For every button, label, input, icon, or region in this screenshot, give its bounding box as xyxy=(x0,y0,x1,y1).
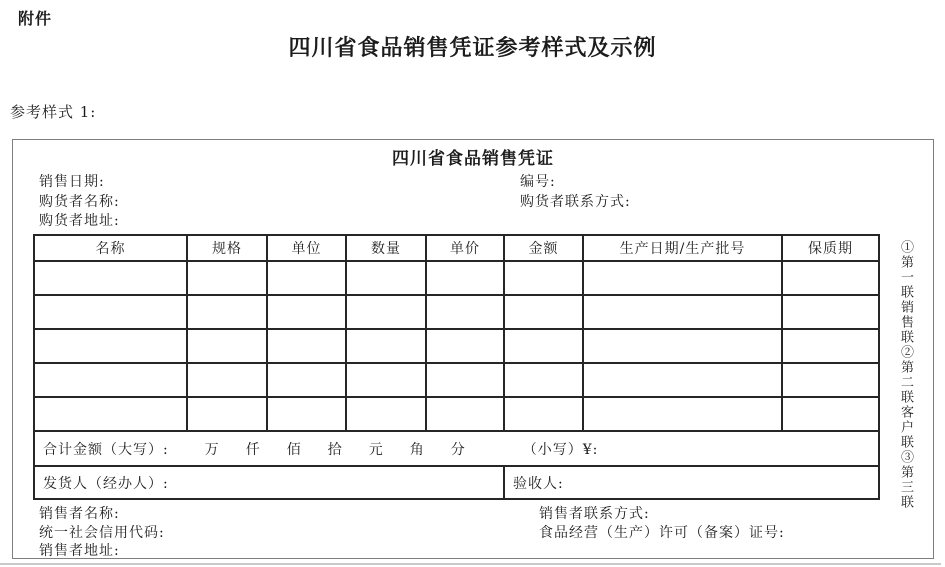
table-cell-empty xyxy=(346,261,426,295)
buyer-address-label: 购货者地址: xyxy=(39,213,120,229)
amount-unit-yuan: 元 xyxy=(368,441,384,458)
table-cell-empty xyxy=(426,397,504,431)
buyer-info-block xyxy=(39,173,120,232)
amount-units xyxy=(205,439,466,459)
buyer-name-label: 购货者名称: xyxy=(39,193,120,210)
table-cell-empty xyxy=(346,295,426,329)
total-amount-small-label: （小写）¥: xyxy=(522,441,599,458)
amount-unit-jiao: 角 xyxy=(409,441,425,458)
amount-unit-wan: 万 xyxy=(204,441,220,458)
table-cell-empty xyxy=(267,363,346,397)
table-cell-empty xyxy=(504,363,583,397)
table-cell-empty xyxy=(504,295,583,329)
items-table xyxy=(33,234,880,500)
table-row xyxy=(34,397,879,431)
col-unit-price: 单价 xyxy=(426,235,504,261)
table-cell-empty xyxy=(782,397,879,431)
table-cell-empty xyxy=(426,261,504,295)
table-cell-empty xyxy=(583,397,782,431)
table-cell-empty xyxy=(504,329,583,363)
total-amount-row xyxy=(34,431,879,466)
buyer-contact-label: 购货者联系方式: xyxy=(520,193,631,210)
license-number-label: 食品经营（生产）许可（备案）证号: xyxy=(539,524,785,541)
table-cell-empty xyxy=(426,329,504,363)
page-title: 四川省食品销售凭证参考样式及示例 xyxy=(288,35,657,61)
sale-date-label: 销售日期: xyxy=(39,174,105,190)
voucher-form xyxy=(12,139,934,559)
table-cell-empty xyxy=(426,363,504,397)
seller-name-label: 销售者名称: xyxy=(39,506,120,522)
col-name: 名称 xyxy=(34,235,187,261)
table-row xyxy=(34,261,879,295)
table-cell-empty xyxy=(267,295,346,329)
voucher-title: 四川省食品销售凭证 xyxy=(392,149,554,169)
amount-unit-qian: 仟 xyxy=(245,441,261,458)
inspector-label: 验收人: xyxy=(513,475,564,492)
shipper-label: 发货人（经办人）: xyxy=(43,475,169,492)
col-qty: 数量 xyxy=(346,235,426,261)
total-amount-label: 合计金额（大写）: xyxy=(43,441,169,458)
table-cell-empty xyxy=(346,363,426,397)
table-cell-empty xyxy=(583,295,782,329)
table-cell-empty xyxy=(267,397,346,431)
seller-license-block xyxy=(539,505,785,542)
table-cell-empty xyxy=(34,295,187,329)
col-shelf-life: 保质期 xyxy=(782,235,879,261)
table-cell-empty xyxy=(187,261,267,295)
copy-strip-label: ①第一联销售联②第二联客户联③第三联 xyxy=(898,240,913,510)
table-cell-empty xyxy=(187,295,267,329)
amount-unit-fen: 分 xyxy=(450,441,466,458)
table-cell-empty xyxy=(267,329,346,363)
page-bottom-shadow xyxy=(0,563,941,565)
col-production-date: 生产日期/生产批号 xyxy=(583,235,782,261)
table-cell-empty xyxy=(187,329,267,363)
amount-unit-shi: 拾 xyxy=(327,441,343,458)
table-cell-empty xyxy=(34,261,187,295)
seller-contact-label: 销售者联系方式: xyxy=(539,506,650,522)
table-cell-empty xyxy=(782,295,879,329)
col-unit: 单位 xyxy=(267,235,346,261)
attachment-label: 附件 xyxy=(18,9,53,28)
voucher-number-label: 编号: xyxy=(520,174,556,190)
seller-info-block xyxy=(39,505,165,561)
table-cell-empty xyxy=(583,261,782,295)
table-cell-empty xyxy=(187,363,267,397)
signature-row xyxy=(34,466,879,499)
col-amount: 金额 xyxy=(504,235,583,261)
table-header-row xyxy=(34,235,879,261)
table-cell-empty xyxy=(782,363,879,397)
table-cell-empty xyxy=(426,295,504,329)
table-cell-empty xyxy=(504,261,583,295)
table-row xyxy=(34,295,879,329)
table-cell-empty xyxy=(187,397,267,431)
table-cell-empty xyxy=(782,261,879,295)
table-cell-empty xyxy=(34,363,187,397)
table-cell-empty xyxy=(782,329,879,363)
amount-unit-bai: 佰 xyxy=(286,441,302,458)
table-cell-empty xyxy=(583,329,782,363)
col-spec: 规格 xyxy=(187,235,267,261)
table-cell-empty xyxy=(267,261,346,295)
sample-style-label: 参考样式 1: xyxy=(10,103,97,121)
seller-address-label: 销售者地址: xyxy=(39,543,120,559)
table-cell-empty xyxy=(346,397,426,431)
copy-strip xyxy=(878,236,933,514)
table-row xyxy=(34,329,879,363)
table-cell-empty xyxy=(34,397,187,431)
credit-code-label: 统一社会信用代码: xyxy=(39,524,165,541)
voucher-number-block xyxy=(520,173,631,212)
table-row xyxy=(34,363,879,397)
table-cell-empty xyxy=(583,363,782,397)
table-cell-empty xyxy=(346,329,426,363)
table-cell-empty xyxy=(504,397,583,431)
table-cell-empty xyxy=(34,329,187,363)
